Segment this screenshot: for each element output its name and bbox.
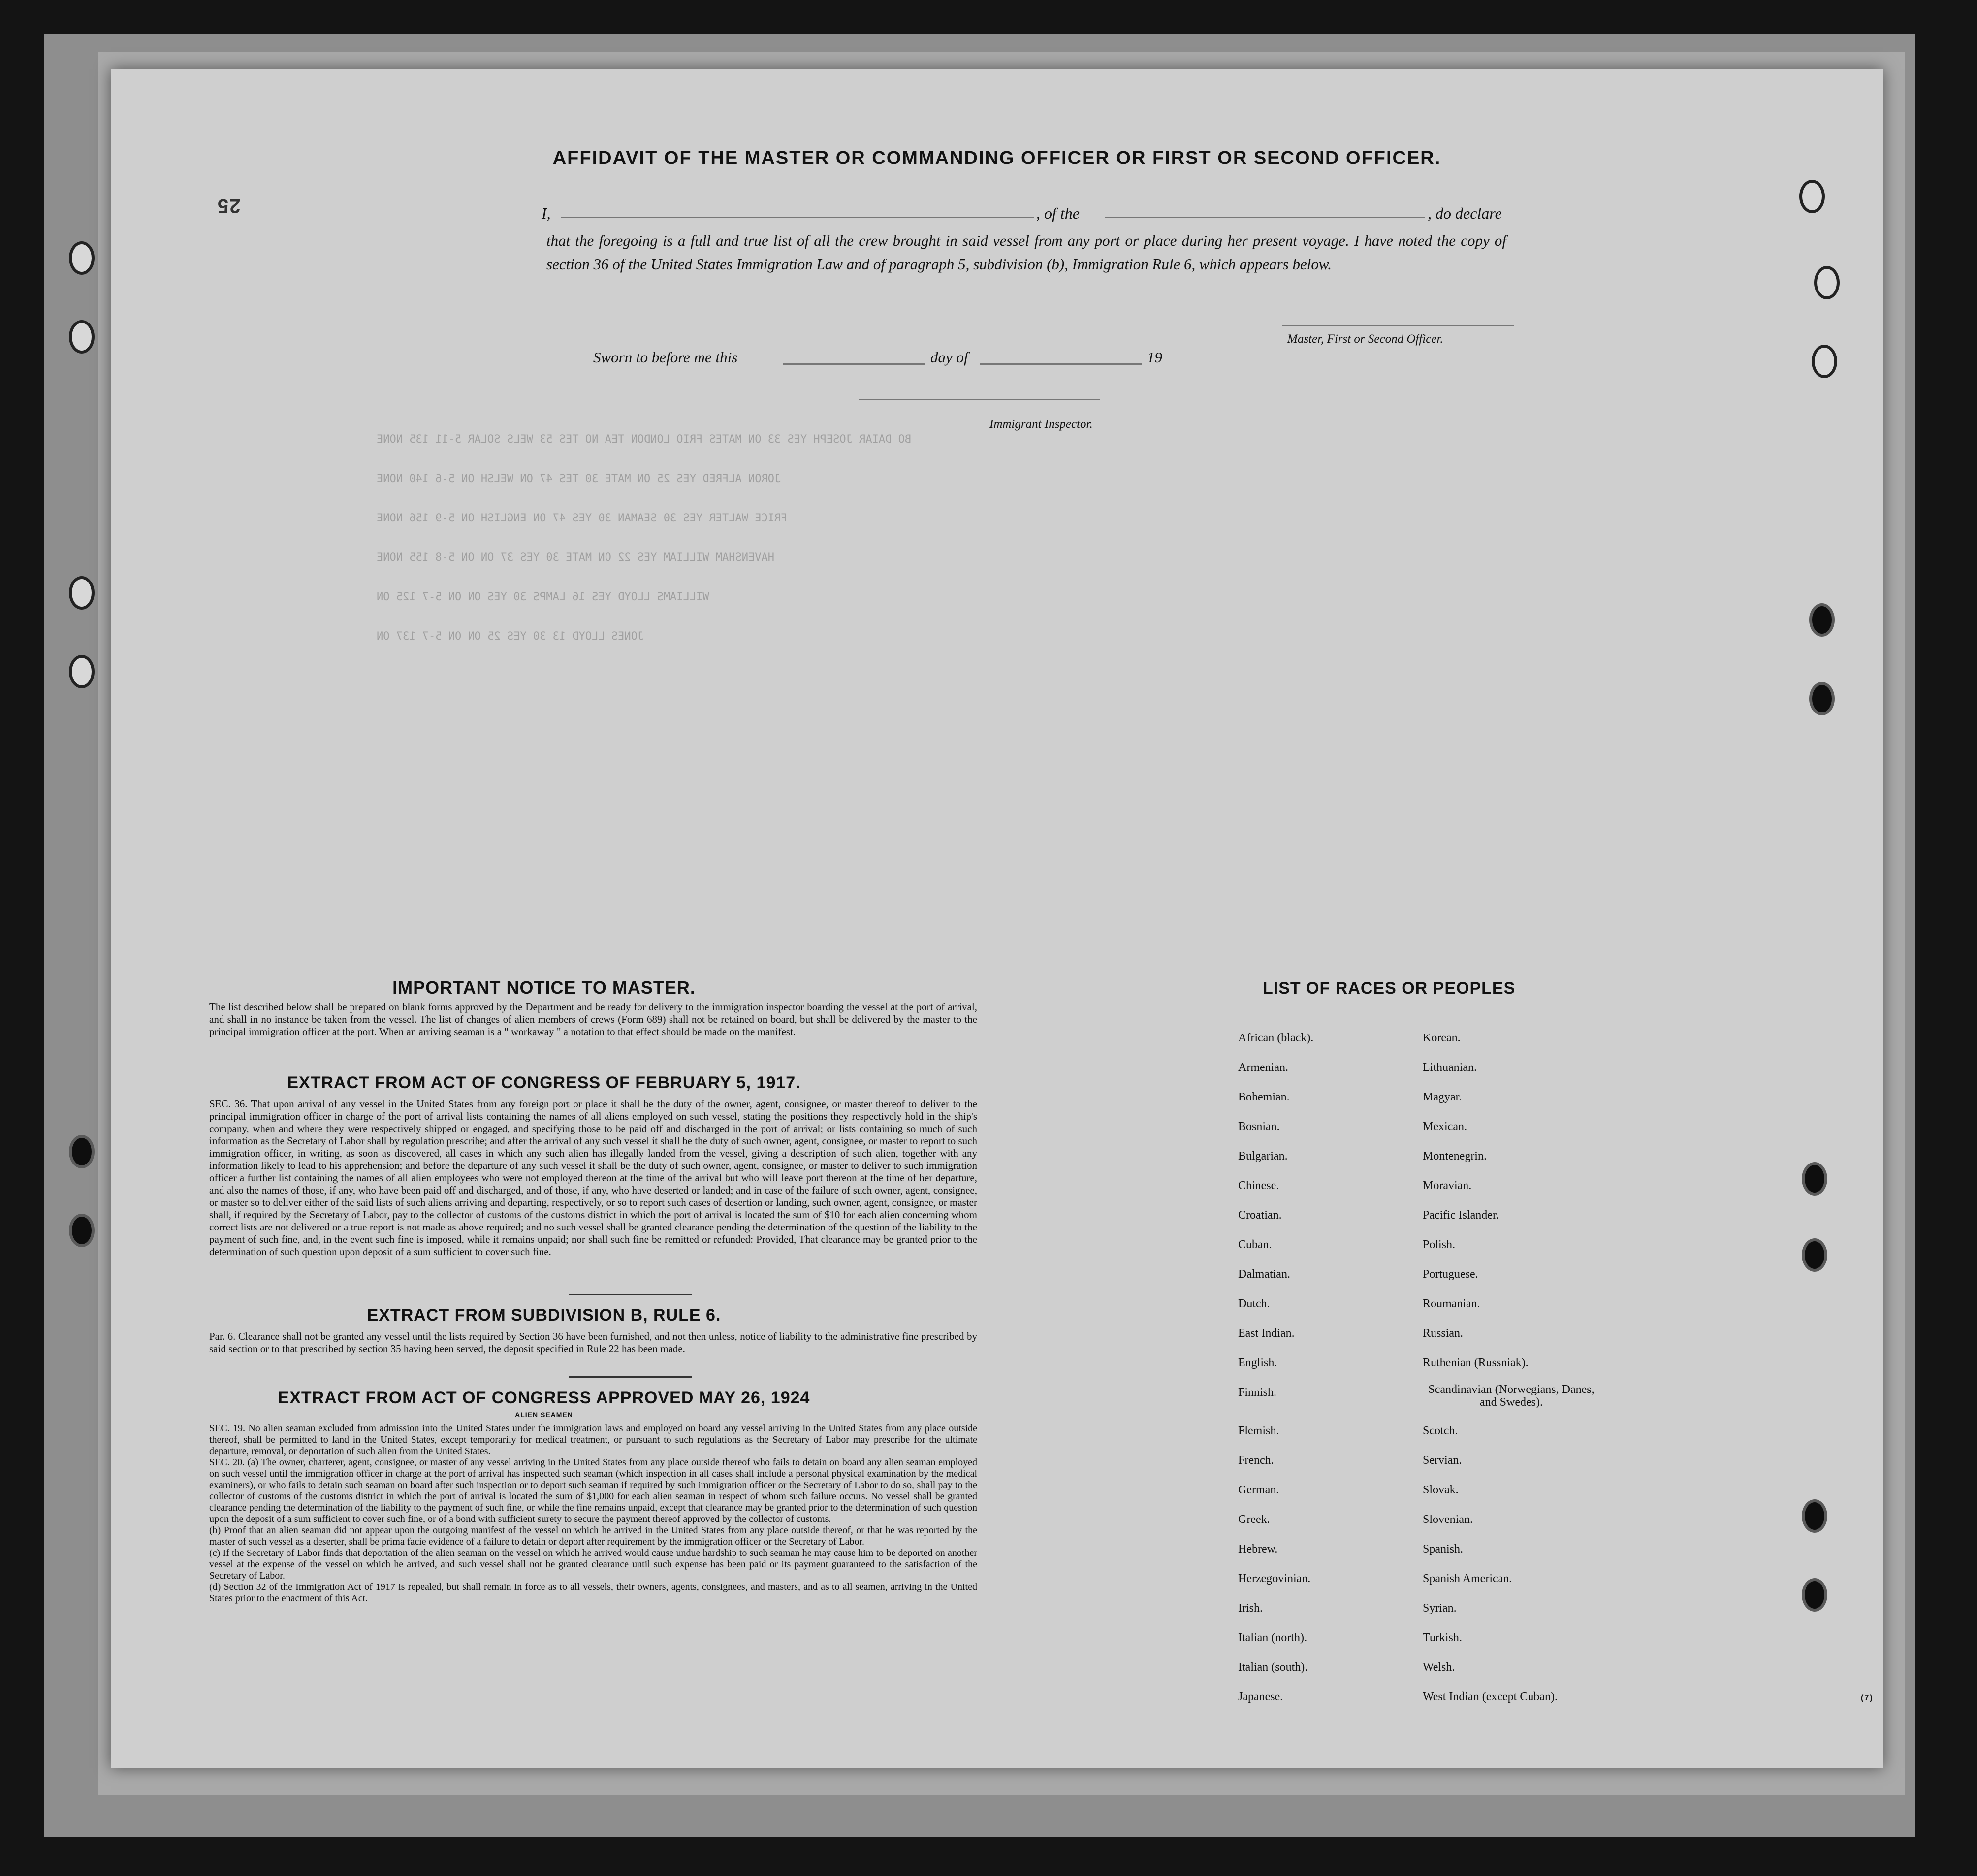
race-item: Servian.: [1423, 1454, 1462, 1467]
extract-rule6-text: Par. 6. Clearance shall not be granted any vessel until the lists required by Section 36 have been furnished, and not then unless, notice of liability to the administrative fine prescribed by said section or to that prescribed by section 35 having been served, the deposit specified in Rule 22 has been made.: [209, 1330, 977, 1355]
race-item: Spanish.: [1423, 1543, 1464, 1555]
manifest-page: [111, 69, 1883, 1768]
race-item: Croatian.: [1238, 1209, 1282, 1222]
races-title: LIST OF RACES OR PEOPLES: [1263, 979, 1516, 998]
punch-hole: [69, 655, 95, 688]
inspector-signature-line: [859, 399, 1100, 400]
race-item: English.: [1238, 1357, 1277, 1369]
race-item: Montenegrin.: [1423, 1150, 1487, 1163]
notice-title: IMPORTANT NOTICE TO MASTER.: [392, 977, 696, 998]
affidavit-of: , of the: [1036, 204, 1080, 222]
race-item: Portuguese.: [1423, 1268, 1478, 1281]
race-item: East Indian.: [1238, 1327, 1295, 1340]
punch-hole: [69, 320, 95, 354]
race-item: Armenian.: [1238, 1061, 1288, 1074]
race-item: German.: [1238, 1484, 1279, 1496]
punch-hole: [1802, 1162, 1827, 1196]
race-item: Polish.: [1423, 1238, 1456, 1251]
section-20b-text: (b) Proof that an alien seaman did not appear upon the outgoing manifest of the vessel on which he arrived in the United States from any place outside thereof, or that he was reported by the master of such vessel as a deserter, shall be prima facie evidence of a failure to detain or deport after requirement by the immigration officer or the Secretary of Labor.: [209, 1525, 977, 1547]
sworn-month-line: [980, 363, 1142, 365]
master-signature-label: Master, First or Second Officer.: [1287, 332, 1443, 346]
page-number: 25: [217, 195, 241, 217]
sworn-day-line: [783, 363, 925, 365]
race-item: Roumanian.: [1423, 1297, 1480, 1310]
race-item: Chinese.: [1238, 1179, 1279, 1192]
master-signature-line: [1282, 325, 1514, 326]
race-item: Turkish.: [1423, 1631, 1462, 1644]
section-19-text: SEC. 19. No alien seaman excluded from admission into the United States under the immigration laws and employed on board any vessel arriving in the United States from any place outside thereof, shall be permitted to land in the United States, except temporarily for medical treatment, or pursuant to such regulations as the Secretary of Labor may prescribe for the ultimate departure, removal, or deportation of such alien from the United States.: [209, 1423, 977, 1456]
race-item: Flemish.: [1238, 1424, 1279, 1437]
extract-1924-body: [209, 1423, 977, 1604]
bleed-row: WILLIAMS LLOYD YES 16 LAMPS 30 YES ON ON 5-7 125 ON: [377, 591, 709, 603]
race-item: Scotch.: [1423, 1424, 1458, 1437]
master-name-line: [561, 217, 1034, 218]
punch-hole: [1799, 180, 1825, 213]
extract-1917-title: EXTRACT FROM ACT OF CONGRESS OF FEBRUARY 5, 1917.: [287, 1073, 801, 1092]
race-item: Moravian.: [1423, 1179, 1472, 1192]
race-item: Pacific Islander.: [1423, 1209, 1499, 1222]
bleed-row: JONES LLOYD 13 30 YES 25 ON ON 5-7 137 ON: [377, 630, 644, 643]
race-item: Ruthenian (Russniak).: [1423, 1357, 1529, 1369]
punch-hole: [69, 1135, 95, 1168]
race-item: Korean.: [1423, 1032, 1461, 1044]
race-item: French.: [1238, 1454, 1274, 1467]
affidavit-title: AFFIDAVIT OF THE MASTER OR COMMANDING OFFICER OR FIRST OR SECOND OFFICER.: [552, 148, 1441, 168]
section-20c-text: (c) If the Secretary of Labor finds that deportation of the alien seaman on the vessel on which he arrived would cause undue hardship to such seaman he may cause him to be deported on another vessel at the expense of the vessel on which he arrived, and such vessel shall not be granted clearance until such expense has been paid or its payment guaranteed to the satisfaction of the Secretary of Labor.: [209, 1548, 977, 1581]
race-item: Finnish.: [1238, 1386, 1277, 1399]
extract-1917-text: SEC. 36. That upon arrival of any vessel in the United States from any foreign port or place it shall be the duty of the owner, agent, consignee, or master thereof to deliver to the principal immigration officer in charge of the port of arrival lists containing the names of all aliens employed on such vessel, stating the positions they respectively hold in the ship's company, when and where they were respectively shipped or engaged, and specifying those to be paid off and discharged in the port of arrival; or lists containing so much of such information as the Secretary of Labor shall by regulation prescribe; and after the arrival of any such vessel it shall be the duty of such owner, agent, consignee, or master to report to such immigration officer, in writing, as soon as discovered, all cases in which any such alien has illegally landed from the vessel, giving a description of such alien, together with any information likely to lead to his apprehension; and before the departure of any such vessel it shall be the duty of such owner, agent, consignee, or master to deliver to such immigration officer a further list containing the names of all alien employees who were not employed thereon at the time of the arrival but who will leave port thereon at the time of her departure, and also the names of those, if any, who have been paid off and discharged, and of those, if any, who have deserted or landed; and in case of the failure of such owner, agent, consignee, or master so to deliver either of the said lists of such aliens arriving and departing, respectively, or so to report such cases of desertion or landing, such owner, agent, consignee, or master shall, if required by the Secretary of Labor, pay to the collector of customs of the customs district in which the port of arrival is located the sum of $10 for each alien concerning whom correct lists are not delivered or a true report is not made as above required; and no such vessel shall be granted clearance pending the determination of the question of the liability to the payment of such fine, and, in the event such fine is imposed, while it remains unpaid; nor shall such fine be remitted or refunded: Provided, That clearance may be granted prior to the determination of such question upon deposit of a sum sufficient to cover such fine.: [209, 1098, 977, 1258]
vessel-name-line: [1105, 217, 1425, 218]
extract-1924-title: EXTRACT FROM ACT OF CONGRESS APPROVED MAY 26, 1924: [278, 1389, 810, 1407]
race-item: Herzegovinian.: [1238, 1572, 1311, 1585]
corner-mark: (7): [1861, 1694, 1874, 1702]
sworn-label: Sworn to before me this: [593, 349, 738, 366]
punch-hole: [1809, 682, 1835, 715]
section-20a-text: SEC. 20. (a) The owner, charterer, agent, consignee, or master of any vessel arriving in the United States from any place outside thereof who fails to detain on board any alien seaman employed on such vessel until the immigration officer in charge at the port of arrival has inspected such seaman (which inspection in all cases shall include a personal physical examination by the medical examiners), or who fails to detain such seaman on board after such inspection or to deport such seaman if required by such immigration officer or the Secretary of Labor to do so, shall pay to the collector of customs of the customs district in which the port of arrival is located the sum of $1,000 for each alien seaman in respect of whom such failure occurs. No vessel shall be granted clearance pending the determination of the liability to the payment of such fine, or while the fine remains unpaid, except that clearance may be granted prior to the determination of such question upon the deposit of a sum sufficient to cover such fine, or of a bond with sufficient surety to secure the payment thereof approved by the collector of customs.: [209, 1457, 977, 1524]
race-item: Slovak.: [1423, 1484, 1459, 1496]
race-item: African (black).: [1238, 1032, 1314, 1044]
divider: [569, 1376, 692, 1378]
punch-hole: [1802, 1238, 1827, 1272]
race-item: Italian (south).: [1238, 1661, 1308, 1674]
punch-hole: [69, 1214, 95, 1247]
day-of-label: day of: [930, 349, 968, 366]
section-20d-text: (d) Section 32 of the Immigration Act of 1917 is repealed, but shall remain in force as to all vessels, their owners, agents, consignees, and masters, and as to all seamen, arriving in the United States prior to the enactment of this Act.: [209, 1582, 977, 1604]
race-item: Spanish American.: [1423, 1572, 1512, 1585]
punch-hole: [69, 576, 95, 610]
race-item: Dutch.: [1238, 1297, 1270, 1310]
race-item: Bosnian.: [1238, 1120, 1280, 1133]
bleed-row: BO DAIAR JOSEPH YES 33 ON MATES FRIO LONDON TEA NO TES 53 WELS SOLAR 5-11 135 NONE: [377, 433, 912, 446]
bleed-row: HAVENSHAM WILLIAM YES 22 ON MATE 30 YES 37 ON ON 5-8 155 NONE: [377, 551, 774, 564]
race-item: Slovenian.: [1423, 1513, 1473, 1526]
punch-hole: [69, 241, 95, 275]
bleed-row: JORON ALFRED YES 25 ON MATE 30 TES 47 ON WELSH ON 5-6 140 NONE: [377, 473, 781, 485]
race-item: Magyar.: [1423, 1091, 1462, 1103]
punch-hole: [1809, 603, 1835, 637]
extract-1924-subtitle: ALIEN SEAMEN: [515, 1411, 573, 1419]
race-item: Syrian.: [1423, 1602, 1457, 1615]
punch-hole: [1812, 345, 1837, 378]
punch-hole: [1802, 1578, 1827, 1612]
race-item: Hebrew.: [1238, 1543, 1278, 1555]
race-item: Cuban.: [1238, 1238, 1272, 1251]
inspector-label: Immigrant Inspector.: [989, 418, 1093, 431]
affidavit-declare: , do declare: [1428, 204, 1502, 222]
race-item: Bohemian.: [1238, 1091, 1290, 1103]
punch-hole: [1814, 266, 1840, 299]
affidavit-body: that the foregoing is a full and true list of all the crew brought in said vessel from any port or place during her present voyage. I have noted the copy of section 36 of the United States Immigration Law and of paragraph 5, subdivision (b), Immigration Rule 6, which appears below.: [546, 232, 1506, 273]
race-item: Italian (north).: [1238, 1631, 1307, 1644]
affidavit-i: I,: [542, 204, 551, 222]
race-item: Russian.: [1423, 1327, 1464, 1340]
race-item: Lithuanian.: [1423, 1061, 1477, 1074]
race-item: Irish.: [1238, 1602, 1263, 1615]
race-item: Mexican.: [1423, 1120, 1467, 1133]
notice-text: The list described below shall be prepared on blank forms approved by the Department and be ready for delivery to the immigration inspector boarding the vessel at the port of arrival, and shall in no instance be taken from the vessel. The list of changes of alien members of crews (Form 689) shall not be retained on board, but shall be delivered by the master to the principal immigration officer at the port. When an arriving seaman is a " workaway " a notation to that effect should be made on the manifest.: [209, 1001, 977, 1037]
race-item: Welsh.: [1423, 1661, 1455, 1674]
divider: [569, 1294, 692, 1295]
race-item: Bulgarian.: [1238, 1150, 1288, 1163]
race-item: Dalmatian.: [1238, 1268, 1290, 1281]
punch-hole: [1802, 1499, 1827, 1533]
race-item: West Indian (except Cuban).: [1423, 1690, 1558, 1703]
race-item: Scandinavian (Norwegians, Danes, and Swedes).: [1428, 1383, 1594, 1409]
bleed-row: FRICE WALTER YES 30 SEAMAN 30 YES 47 ON ENGLISH ON 5-9 156 NONE: [377, 512, 788, 524]
extract-rule6-title: EXTRACT FROM SUBDIVISION B, RULE 6.: [367, 1306, 721, 1325]
race-item: Greek.: [1238, 1513, 1270, 1526]
race-item: Japanese.: [1238, 1690, 1283, 1703]
year-label: 19: [1147, 349, 1162, 366]
